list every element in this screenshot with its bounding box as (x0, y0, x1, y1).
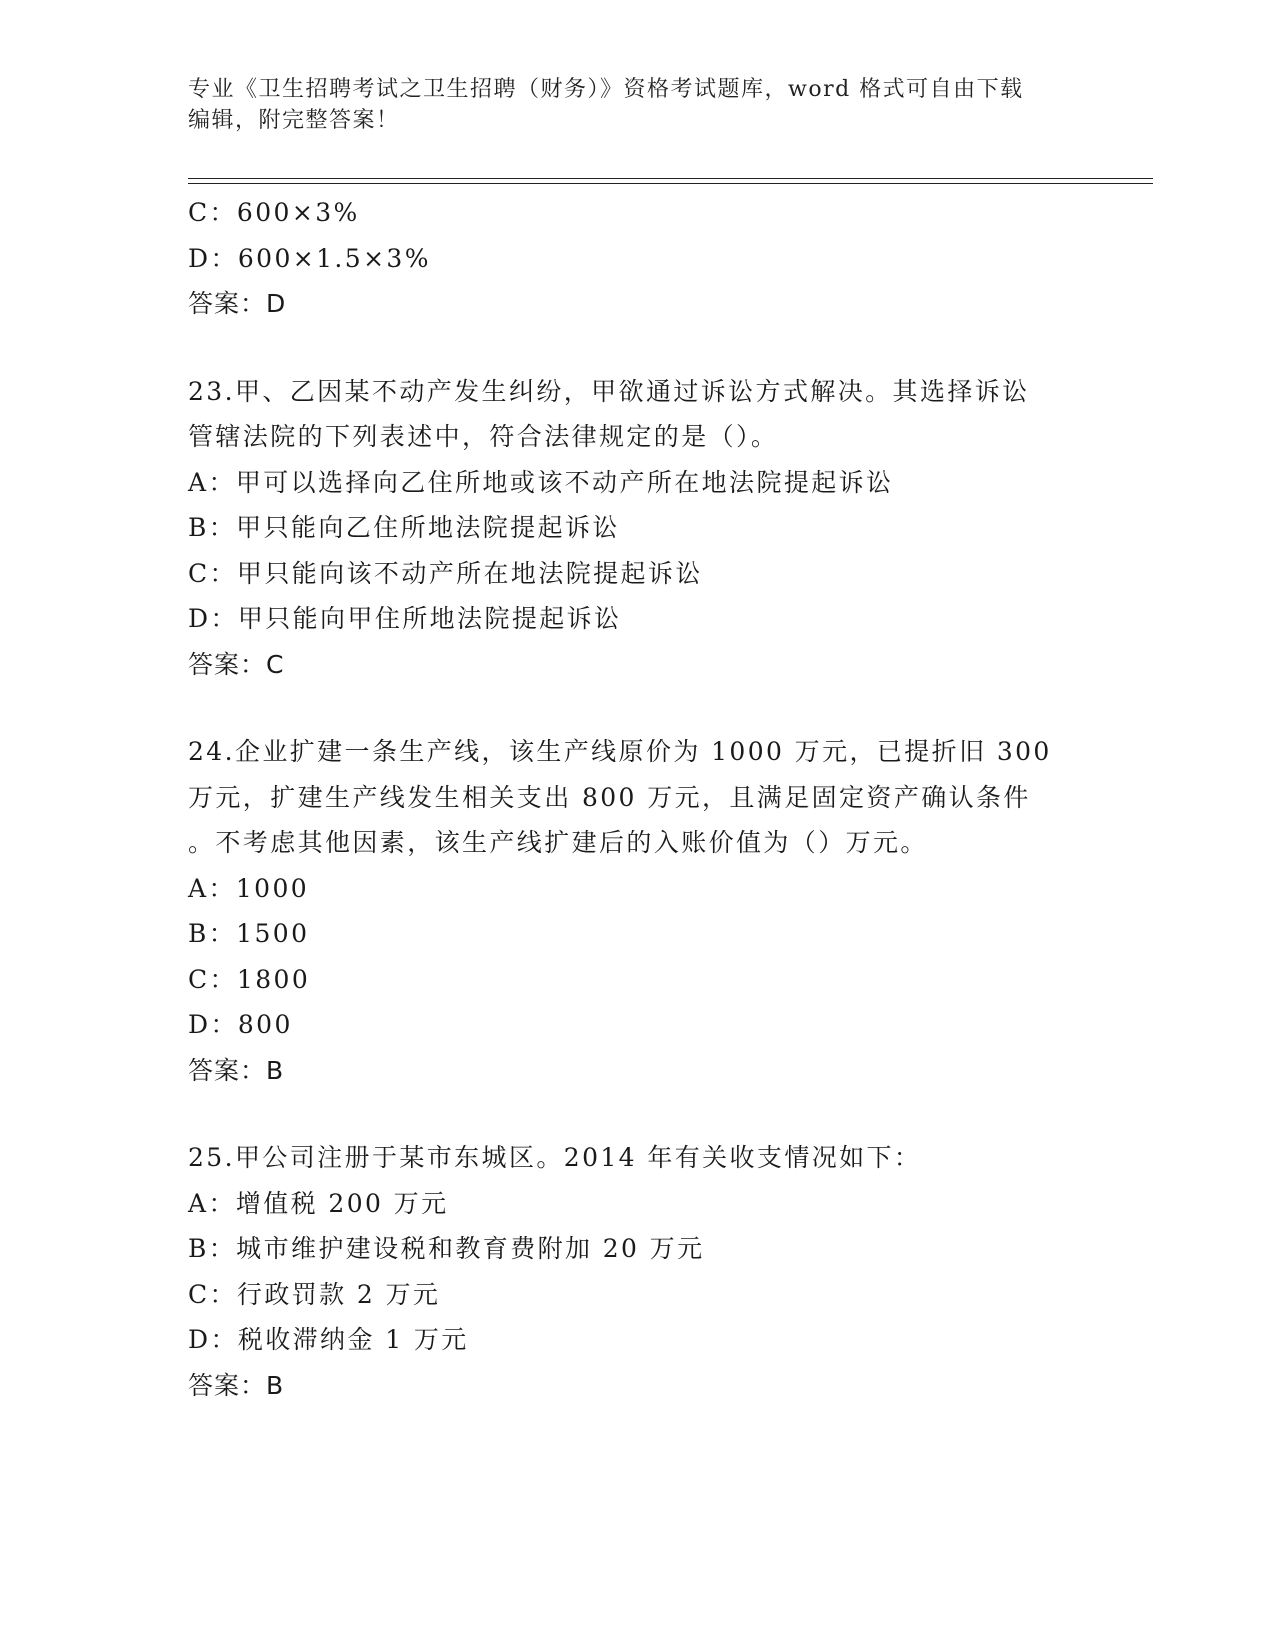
spacer (188, 327, 1088, 369)
q24-option-c: C：1800 (188, 964, 311, 994)
q24-stem-line-2: 万元，扩建生产线发生相关支出 800 万元，且满足固定资产确认条件 (188, 782, 1031, 812)
q24-option-d: D：800 (188, 1010, 293, 1039)
q25-answer: 答案：B (188, 1370, 285, 1400)
question-25 (188, 1135, 1088, 1408)
q23-stem-line-1: 23.甲、乙因某不动产发生纠纷，甲欲通过诉讼方式解决。其选择诉讼 (188, 376, 1030, 406)
q24-stem-line-1: 24.企业扩建一条生产线，该生产线原价为 1000 万元，已提折旧 300 (188, 737, 1052, 766)
q25-option-b: B：城市维护建设税和教育费附加 20 万元 (188, 1234, 705, 1263)
q23-stem-line-2: 管辖法院的下列表述中，符合法律规定的是（）。 (188, 422, 779, 451)
header-divider-top (188, 178, 1153, 179)
q24-option-a: A：1000 (188, 873, 310, 903)
q25-option-a: A：增值税 200 万元 (188, 1188, 449, 1218)
q23-option-c: C：甲只能向该不动产所在地法院提起诉讼 (188, 558, 703, 588)
spacer (188, 1093, 1088, 1135)
q24-option-b: B：1500 (188, 919, 310, 948)
header-line-1: 专业《卫生招聘考试之卫生招聘（财务）》资格考试题库，word 格式可自由下载 (188, 77, 1024, 102)
header-line-2: 编辑，附完整答案！ (188, 108, 400, 133)
spacer (188, 687, 1088, 729)
header-divider-bottom (188, 183, 1153, 184)
q25-option-d: D：税收滞纳金 1 万元 (188, 1325, 469, 1354)
q25-stem-line-1: 25.甲公司注册于某市东城区。2014 年有关收支情况如下： (188, 1143, 922, 1172)
question-24 (188, 729, 1088, 1093)
question-content (188, 190, 1088, 1408)
q23-answer: 答案：C (188, 649, 285, 679)
q22-answer: 答案：D (188, 289, 287, 318)
q23-option-b: B：甲只能向乙住所地法院提起诉讼 (188, 513, 620, 542)
question-23 (188, 369, 1088, 688)
q24-stem-line-3: 。不考虑其他因素，该生产线扩建后的入账价值为（）万元。 (188, 828, 928, 857)
q23-option-d: D：甲只能向甲住所地法院提起诉讼 (188, 604, 622, 633)
q25-option-c: C：行政罚款 2 万元 (188, 1279, 441, 1309)
q22-option-d: D：600×1.5×3% (188, 243, 431, 273)
q24-answer: 答案：B (188, 1055, 285, 1085)
question-22-tail (188, 190, 1088, 327)
q23-option-a: A：甲可以选择向乙住所地或该不动产所在地法院提起诉讼 (188, 467, 894, 497)
q22-option-c: C：600×3% (188, 198, 360, 227)
document-header (188, 74, 1088, 136)
